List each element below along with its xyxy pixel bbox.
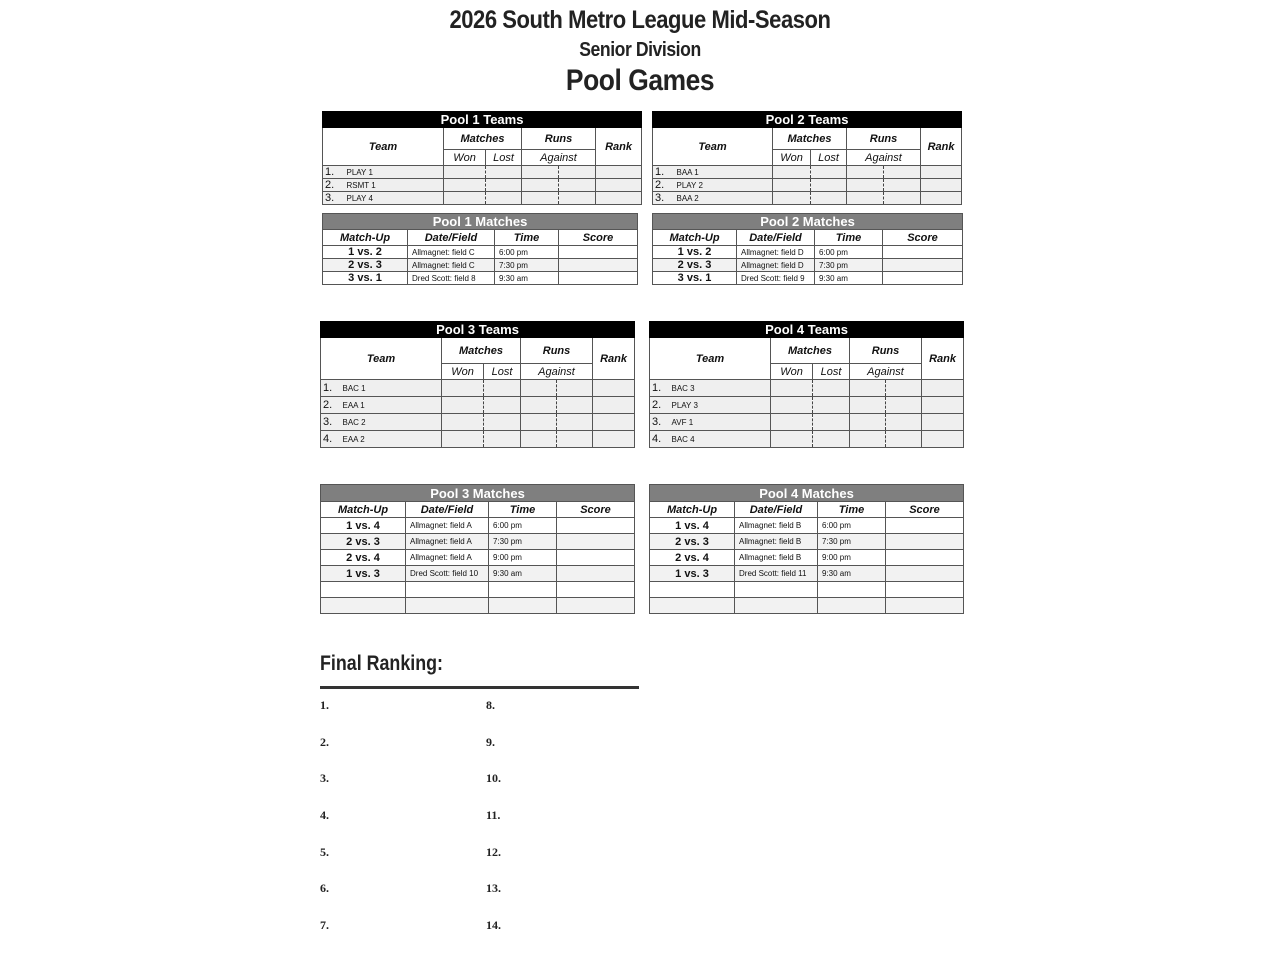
lost-cell[interactable]	[486, 179, 522, 192]
date-field-cell: Allmagnet: field C	[408, 246, 495, 259]
rank-slot-8[interactable]: 8.	[486, 698, 495, 712]
won-header: Won	[771, 364, 813, 380]
table-row	[650, 582, 964, 598]
score-cell[interactable]	[557, 566, 635, 582]
against-cell[interactable]	[886, 414, 922, 431]
runs-cell[interactable]	[521, 380, 557, 397]
runs-cell[interactable]	[847, 166, 884, 179]
rank-cell[interactable]	[593, 397, 635, 414]
team-name: PLAY 1	[343, 166, 444, 179]
team-name: PLAY 4	[343, 192, 444, 205]
pool-2-matches-title: Pool 2 Matches	[653, 214, 963, 230]
match-up-cell[interactable]	[650, 582, 735, 598]
table-row	[323, 259, 638, 272]
page-subtitle: Pool Games	[565, 64, 715, 97]
rank-cell[interactable]	[596, 179, 642, 192]
against-cell[interactable]	[884, 192, 921, 205]
rank-cell[interactable]	[593, 380, 635, 397]
table-row	[650, 518, 964, 534]
table-row	[653, 259, 963, 272]
won-cell[interactable]	[444, 179, 486, 192]
team-name: PLAY 3	[668, 397, 771, 414]
runs-header: Runs	[847, 128, 921, 150]
division-title: Senior Division	[579, 39, 701, 61]
table-row	[321, 414, 635, 431]
rank-cell[interactable]	[922, 397, 964, 414]
score-cell[interactable]	[559, 259, 638, 272]
match-up-cell: 2 vs. 3	[653, 259, 737, 272]
won-cell[interactable]	[444, 192, 486, 205]
rank-cell[interactable]	[596, 166, 642, 179]
table-row	[650, 598, 964, 614]
against-header: Against	[847, 150, 921, 166]
team-number: 4.	[650, 431, 668, 448]
pool-1-matches-table	[322, 213, 638, 285]
team-number: 3.	[323, 192, 343, 205]
team-header: Team	[650, 338, 771, 380]
against-cell[interactable]	[559, 166, 596, 179]
matches-header: Matches	[444, 128, 522, 150]
final-ranking-divider	[320, 686, 639, 689]
score-cell[interactable]	[883, 246, 963, 259]
date-field-header: Date/Field	[735, 502, 818, 518]
team-number: 3.	[321, 414, 339, 431]
match-up-cell: 2 vs. 4	[321, 550, 406, 566]
time-cell: 7:30 pm	[495, 259, 559, 272]
table-row	[321, 534, 635, 550]
table-row	[653, 246, 963, 259]
match-up-header: Match-Up	[323, 230, 408, 246]
table-row	[323, 246, 638, 259]
date-field-header: Date/Field	[737, 230, 815, 246]
time-cell: 6:00 pm	[495, 246, 559, 259]
team-number: 3.	[653, 192, 673, 205]
team-number: 1.	[653, 166, 673, 179]
table-row	[653, 272, 963, 285]
date-field-cell: Dred Scott: field 9	[737, 272, 815, 285]
score-cell[interactable]	[886, 582, 964, 598]
date-field-header: Date/Field	[406, 502, 489, 518]
table-row	[650, 534, 964, 550]
won-cell[interactable]	[442, 397, 484, 414]
pool-1-teams-title: Pool 1 Teams	[323, 112, 642, 128]
lost-cell[interactable]	[813, 414, 850, 431]
match-up-header: Match-Up	[653, 230, 737, 246]
rank-cell[interactable]	[921, 166, 962, 179]
rank-cell[interactable]	[593, 414, 635, 431]
match-up-cell: 3 vs. 1	[323, 272, 408, 285]
lost-cell[interactable]	[486, 166, 522, 179]
rank-slot-1[interactable]: 1.	[320, 698, 329, 712]
time-cell[interactable]	[818, 582, 886, 598]
score-cell[interactable]	[557, 582, 635, 598]
match-up-cell: 1 vs. 3	[321, 566, 406, 582]
lost-cell[interactable]	[811, 192, 847, 205]
team-name: PLAY 2	[673, 179, 773, 192]
pool-4-matches-title: Pool 4 Matches	[650, 485, 964, 502]
table-row	[650, 414, 964, 431]
won-cell[interactable]	[771, 397, 813, 414]
match-up-header: Match-Up	[650, 502, 735, 518]
time-cell: 7:30 pm	[489, 534, 557, 550]
time-cell[interactable]	[818, 598, 886, 614]
match-up-cell: 2 vs. 4	[650, 550, 735, 566]
won-cell[interactable]	[442, 380, 484, 397]
time-header: Time	[489, 502, 557, 518]
date-field-cell: Dred Scott: field 8	[408, 272, 495, 285]
date-field-cell[interactable]	[406, 582, 489, 598]
team-name: BAA 1	[673, 166, 773, 179]
won-cell[interactable]	[442, 431, 484, 448]
lost-cell[interactable]	[811, 179, 847, 192]
date-field-cell[interactable]	[406, 598, 489, 614]
match-up-cell[interactable]	[650, 598, 735, 614]
pool-3-teams-table	[320, 321, 635, 448]
team-number: 2.	[650, 397, 668, 414]
won-header: Won	[444, 150, 486, 166]
table-row	[321, 397, 635, 414]
score-header: Score	[559, 230, 638, 246]
against-cell[interactable]	[884, 166, 921, 179]
team-number: 4.	[321, 431, 339, 448]
rank-slot-4[interactable]: 4.	[320, 808, 329, 822]
table-row	[650, 431, 964, 448]
team-number: 1.	[323, 166, 343, 179]
pool-4-matches-table	[649, 484, 964, 614]
match-up-header: Match-Up	[321, 502, 406, 518]
score-cell[interactable]	[883, 259, 963, 272]
against-cell[interactable]	[557, 431, 593, 448]
rank-cell[interactable]	[596, 192, 642, 205]
score-header: Score	[886, 502, 964, 518]
date-field-cell: Allmagnet: field A	[406, 534, 489, 550]
against-header: Against	[521, 364, 593, 380]
date-field-cell: Dred Scott: field 10	[406, 566, 489, 582]
match-up-cell: 3 vs. 1	[653, 272, 737, 285]
date-field-cell: Allmagnet: field B	[735, 550, 818, 566]
runs-cell[interactable]	[850, 414, 886, 431]
table-row	[321, 598, 635, 614]
page-title: 2026 South Metro League Mid-Season	[449, 6, 831, 34]
team-number: 2.	[653, 179, 673, 192]
rank-cell[interactable]	[593, 431, 635, 448]
team-header: Team	[321, 338, 442, 380]
table-row	[321, 550, 635, 566]
score-cell[interactable]	[559, 272, 638, 285]
date-field-cell: Allmagnet: field B	[735, 518, 818, 534]
against-cell[interactable]	[884, 179, 921, 192]
score-header: Score	[883, 230, 963, 246]
against-cell[interactable]	[557, 414, 593, 431]
runs-header: Runs	[521, 338, 593, 364]
rank-slot-13[interactable]: 13.	[486, 881, 501, 895]
against-header: Against	[850, 364, 922, 380]
team-name: BAC 2	[339, 414, 442, 431]
rank-slot-6[interactable]: 6.	[320, 881, 329, 895]
rank-slot-5[interactable]: 5.	[320, 845, 329, 859]
table-row	[321, 566, 635, 582]
against-cell[interactable]	[886, 431, 922, 448]
rank-header: Rank	[922, 338, 964, 380]
lost-cell[interactable]	[813, 397, 850, 414]
table-row	[650, 566, 964, 582]
time-cell: 9:30 am	[818, 566, 886, 582]
lost-cell[interactable]	[486, 192, 522, 205]
lost-header: Lost	[486, 150, 522, 166]
won-cell[interactable]	[771, 380, 813, 397]
table-row	[321, 518, 635, 534]
pool-3-matches-title: Pool 3 Matches	[321, 485, 635, 502]
table-row	[321, 380, 635, 397]
rank-slot-12[interactable]: 12.	[486, 845, 501, 859]
rank-header: Rank	[593, 338, 635, 380]
match-up-cell[interactable]	[321, 598, 406, 614]
against-cell[interactable]	[559, 192, 596, 205]
won-cell[interactable]	[773, 166, 811, 179]
rank-cell[interactable]	[922, 380, 964, 397]
runs-cell[interactable]	[521, 397, 557, 414]
team-number: 2.	[323, 179, 343, 192]
match-up-cell: 1 vs. 2	[653, 246, 737, 259]
team-name: AVF 1	[668, 414, 771, 431]
against-cell[interactable]	[886, 397, 922, 414]
rank-header: Rank	[921, 128, 962, 166]
date-field-cell: Allmagnet: field A	[406, 550, 489, 566]
lost-cell[interactable]	[811, 166, 847, 179]
lost-header: Lost	[811, 150, 847, 166]
runs-cell[interactable]	[522, 166, 559, 179]
runs-cell[interactable]	[521, 431, 557, 448]
date-field-cell: Allmagnet: field D	[737, 259, 815, 272]
score-cell[interactable]	[883, 272, 963, 285]
rank-slot-7[interactable]: 7.	[320, 918, 329, 932]
lost-cell[interactable]	[813, 380, 850, 397]
pool-4-teams-table	[649, 321, 964, 448]
team-number: 1.	[650, 380, 668, 397]
runs-cell[interactable]	[847, 179, 884, 192]
won-header: Won	[442, 364, 484, 380]
matches-header: Matches	[773, 128, 847, 150]
date-field-cell: Dred Scott: field 11	[735, 566, 818, 582]
rank-header: Rank	[596, 128, 642, 166]
score-cell[interactable]	[557, 518, 635, 534]
runs-cell[interactable]	[522, 192, 559, 205]
team-name: BAA 2	[673, 192, 773, 205]
pool-2-teams-table	[652, 111, 962, 205]
date-field-cell: Allmagnet: field A	[406, 518, 489, 534]
rank-cell[interactable]	[922, 431, 964, 448]
score-cell[interactable]	[886, 534, 964, 550]
team-header: Team	[653, 128, 773, 166]
time-header: Time	[815, 230, 883, 246]
score-cell[interactable]	[557, 550, 635, 566]
runs-header: Runs	[850, 338, 922, 364]
time-cell: 6:00 pm	[815, 246, 883, 259]
time-cell: 7:30 pm	[815, 259, 883, 272]
date-field-cell: Allmagnet: field C	[408, 259, 495, 272]
runs-cell[interactable]	[847, 192, 884, 205]
rank-slot-11[interactable]: 11.	[486, 808, 501, 822]
table-row	[650, 397, 964, 414]
match-up-cell[interactable]	[321, 582, 406, 598]
pool-4-teams-title: Pool 4 Teams	[650, 322, 964, 338]
table-row	[653, 192, 962, 205]
pool-2-teams-title: Pool 2 Teams	[653, 112, 962, 128]
table-row	[323, 192, 642, 205]
runs-cell[interactable]	[850, 431, 886, 448]
date-field-cell[interactable]	[735, 582, 818, 598]
lost-cell[interactable]	[484, 431, 521, 448]
team-name: EAA 1	[339, 397, 442, 414]
won-cell[interactable]	[771, 414, 813, 431]
time-cell: 6:00 pm	[489, 518, 557, 534]
rank-slot-14[interactable]: 14.	[486, 918, 501, 932]
pool-1-teams-table	[322, 111, 642, 205]
score-cell[interactable]	[557, 534, 635, 550]
time-cell: 9:30 am	[495, 272, 559, 285]
lost-header: Lost	[813, 364, 850, 380]
time-header: Time	[818, 502, 886, 518]
team-name: BAC 4	[668, 431, 771, 448]
table-row	[323, 272, 638, 285]
time-cell: 9:00 pm	[489, 550, 557, 566]
score-header: Score	[557, 502, 635, 518]
table-row	[650, 550, 964, 566]
against-cell[interactable]	[557, 397, 593, 414]
team-header: Team	[323, 128, 444, 166]
score-cell[interactable]	[886, 518, 964, 534]
match-up-cell: 1 vs. 4	[650, 518, 735, 534]
table-row	[323, 179, 642, 192]
team-name: BAC 1	[339, 380, 442, 397]
runs-cell[interactable]	[850, 380, 886, 397]
lost-cell[interactable]	[484, 414, 521, 431]
team-number: 3.	[650, 414, 668, 431]
date-field-cell: Allmagnet: field B	[735, 534, 818, 550]
lost-cell[interactable]	[484, 397, 521, 414]
runs-cell[interactable]	[850, 397, 886, 414]
rank-cell[interactable]	[921, 192, 962, 205]
won-header: Won	[773, 150, 811, 166]
matches-header: Matches	[442, 338, 521, 364]
matches-header: Matches	[771, 338, 850, 364]
against-cell[interactable]	[886, 380, 922, 397]
match-up-cell: 2 vs. 3	[650, 534, 735, 550]
team-name: BAC 3	[668, 380, 771, 397]
won-cell[interactable]	[771, 431, 813, 448]
rank-slot-9[interactable]: 9.	[486, 735, 495, 749]
pool-2-matches-table	[652, 213, 963, 285]
team-number: 2.	[321, 397, 339, 414]
team-name: EAA 2	[339, 431, 442, 448]
rank-slot-2[interactable]: 2.	[320, 735, 329, 749]
date-field-header: Date/Field	[408, 230, 495, 246]
score-cell[interactable]	[886, 598, 964, 614]
against-cell[interactable]	[559, 179, 596, 192]
time-cell[interactable]	[489, 598, 557, 614]
team-name: RSMT 1	[343, 179, 444, 192]
table-row	[653, 179, 962, 192]
pool-1-matches-title: Pool 1 Matches	[323, 214, 638, 230]
won-cell[interactable]	[442, 414, 484, 431]
score-cell[interactable]	[559, 246, 638, 259]
final-ranking-title: Final Ranking:	[320, 652, 443, 675]
rank-cell[interactable]	[922, 414, 964, 431]
table-row	[323, 166, 642, 179]
score-cell[interactable]	[886, 566, 964, 582]
rank-slot-10[interactable]: 10.	[486, 771, 501, 785]
date-field-cell[interactable]	[735, 598, 818, 614]
match-up-cell: 1 vs. 3	[650, 566, 735, 582]
time-cell: 6:00 pm	[818, 518, 886, 534]
runs-cell[interactable]	[521, 414, 557, 431]
against-cell[interactable]	[557, 380, 593, 397]
time-cell: 7:30 pm	[818, 534, 886, 550]
table-row	[321, 582, 635, 598]
team-number: 1.	[321, 380, 339, 397]
rank-cell[interactable]	[921, 179, 962, 192]
match-up-cell: 2 vs. 3	[321, 534, 406, 550]
lost-cell[interactable]	[484, 380, 521, 397]
runs-cell[interactable]	[522, 179, 559, 192]
lost-header: Lost	[484, 364, 521, 380]
score-cell[interactable]	[557, 598, 635, 614]
time-cell: 9:00 pm	[818, 550, 886, 566]
match-up-cell: 1 vs. 4	[321, 518, 406, 534]
time-cell[interactable]	[489, 582, 557, 598]
rank-slot-3[interactable]: 3.	[320, 771, 329, 785]
score-cell[interactable]	[886, 550, 964, 566]
match-up-cell: 2 vs. 3	[323, 259, 408, 272]
against-header: Against	[522, 150, 596, 166]
runs-header: Runs	[522, 128, 596, 150]
pool-3-matches-table	[320, 484, 635, 614]
pool-3-teams-title: Pool 3 Teams	[321, 322, 635, 338]
date-field-cell: Allmagnet: field D	[737, 246, 815, 259]
table-row	[653, 166, 962, 179]
won-cell[interactable]	[444, 166, 486, 179]
lost-cell[interactable]	[813, 431, 850, 448]
won-cell[interactable]	[773, 179, 811, 192]
won-cell[interactable]	[773, 192, 811, 205]
table-row	[650, 380, 964, 397]
time-cell: 9:30 am	[489, 566, 557, 582]
time-header: Time	[495, 230, 559, 246]
table-row	[321, 431, 635, 448]
match-up-cell: 1 vs. 2	[323, 246, 408, 259]
time-cell: 9:30 am	[815, 272, 883, 285]
